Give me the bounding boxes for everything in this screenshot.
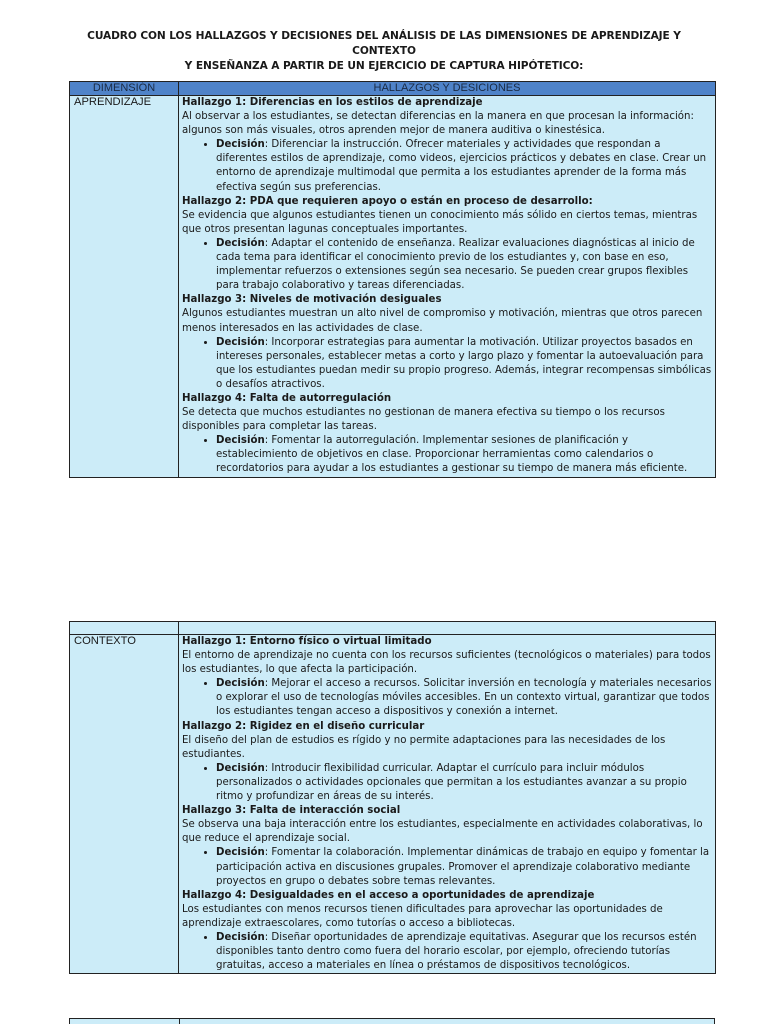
findings-table-context xyxy=(69,621,716,974)
decision-text: : Mejorar el acceso a recursos. Solicitar inversión en tecnología y materiales necesarios o explorar el uso de tecnologías móviles accesibles. En un contexto virtual, garantizar que todos los estudiantes tengan acceso a dispositivos y conexión a internet. xyxy=(216,678,712,718)
table-header-row xyxy=(70,82,716,96)
header-findings-decisions: HALLAZGOS Y DESICIONES xyxy=(179,82,716,96)
decision-label: Decisión xyxy=(216,336,265,348)
header-dimension: DIMENSIÓN xyxy=(70,82,179,96)
decision-text: : Introducir flexibilidad curricular. Adaptar el currículo para incluir módulos personalizados o actividades opcionales que permitan a los estudiantes avanzar a su propio ritmo y profundizar en áreas de su interés. xyxy=(216,762,687,803)
finding-text: Los estudiantes con menos recursos tienen dificultades para aprovechar las oportunidades de aprendizaje extraescolares, como tutorías o acceso a bibliotecas. xyxy=(182,903,663,929)
findings-cell xyxy=(179,635,716,974)
finding-title: Hallazgo 3: Niveles de motivación desiguales xyxy=(182,294,442,306)
finding-title: Hallazgo 4: Falta de autorregulación xyxy=(182,392,392,404)
decision-list xyxy=(182,138,712,194)
decision-item xyxy=(216,846,712,888)
empty-cell xyxy=(70,622,179,635)
empty-cell xyxy=(179,622,716,635)
decision-list xyxy=(182,336,712,392)
decision-label: Decisión xyxy=(216,139,265,151)
decision-list xyxy=(182,237,712,293)
decision-label: Decisión xyxy=(216,847,265,859)
decision-item xyxy=(216,237,712,293)
column-divider xyxy=(179,1019,180,1024)
decision-item xyxy=(216,336,712,392)
finding-title: Hallazgo 1: Diferencias en los estilos de aprendizaje xyxy=(182,97,483,108)
decision-item xyxy=(216,931,712,973)
decision-text: : Fomentar la colaboración. Implementar dinámicas de trabajo en equipo y fomentar la participación activa en discusiones grupales. Promover el aprendizaje colaborativo mediante proyectos en grupo o debates sobre temas relevantes. xyxy=(216,847,710,887)
document-title-line-1: CUADRO CON LOS HALLAZGOS Y DECISIONES DEL ANÁLISIS DE LAS DIMENSIONES DE APRENDIZAJE Y CONTEXTO xyxy=(87,30,681,57)
finding-title: Hallazgo 3: Falta de interacción social xyxy=(182,805,401,817)
document-title-line-2: Y ENSEÑANZA A PARTIR DE UN EJERCICIO DE CAPTURA HIPÓTETICO: xyxy=(184,60,584,72)
finding-text: Se evidencia que algunos estudiantes tienen un conocimiento más sólido en ciertos temas, mientras que otros presentan lagunas conceptuales importantes. xyxy=(182,209,698,235)
findings-cell xyxy=(179,96,716,478)
decision-label: Decisión xyxy=(216,435,265,447)
empty-header-row xyxy=(70,622,716,635)
decision-text: : Diseñar oportunidades de aprendizaje equitativas. Asegurar que los recursos estén disponibles tanto dentro como fuera del horario escolar, por ejemplo, ofreciendo tutorías gratuitas, acceso a materiales en línea o préstamos de dispositivos tecnológicos. xyxy=(216,931,697,972)
finding-title: Hallazgo 4: Desigualdades en el acceso a oportunidades de aprendizaje xyxy=(182,889,595,901)
finding-title: Hallazgo 2: PDA que requieren apoyo o están en proceso de desarrollo: xyxy=(182,195,593,207)
findings-table-learning xyxy=(69,81,716,478)
decision-list xyxy=(182,931,712,973)
decision-text: : Adaptar el contenido de enseñanza. Realizar evaluaciones diagnósticas al inicio de cada tema para identificar el conocimiento previo de los estudiantes y, con base en eso, implementar refuerzos o extensiones según sea necesario. Se pueden crear grupos flexibles para trabajo colaborativo y tareas diferenciadas. xyxy=(216,237,695,292)
decision-label: Decisión xyxy=(216,237,265,249)
decision-label: Decisión xyxy=(216,762,265,774)
dimension-label: APRENDIZAJE xyxy=(70,96,179,478)
decision-text: : Diferenciar la instrucción. Ofrecer materiales y actividades que respondan a diferentes estilos de aprendizaje, como videos, ejercicios prácticos y debates en clase. Crear un entorno de aprendizaje multimodal que permita a los estudiantes aprender de la forma más efectiva según sus preferencias. xyxy=(216,139,707,193)
finding-text: Se observa una baja interacción entre los estudiantes, especialmente en actividades colaborativas, lo que reduce el aprendizaje social. xyxy=(182,819,703,845)
decision-list xyxy=(182,677,712,719)
decision-text: : Fomentar la autorregulación. Implementar sesiones de planificación y establecimiento de objetivos en clase. Proporcionar herramientas como calendarios o recordatorios para ayudar a los estudiantes a gestionar su tiempo de manera más eficiente. xyxy=(216,435,688,475)
decision-item xyxy=(216,762,712,804)
dimension-label: CONTEXTO xyxy=(70,635,179,974)
finding-title: Hallazgo 2: Rigidez en el diseño curricular xyxy=(182,720,425,732)
finding-title: Hallazgo 1: Entorno físico o virtual limitado xyxy=(182,636,432,647)
decision-label: Decisión xyxy=(216,678,265,690)
document-title xyxy=(60,29,708,74)
decision-item xyxy=(216,677,712,719)
finding-text: Algunos estudiantes muestran un alto nivel de compromiso y motivación, mientras que otros parecen menos interesados en las actividades de clase. xyxy=(182,308,703,334)
decision-item xyxy=(216,138,712,194)
decision-list xyxy=(182,434,712,476)
table-row xyxy=(70,635,716,974)
decision-item xyxy=(216,434,712,476)
finding-text: El diseño del plan de estudios es rígido y no permite adaptaciones para las necesidades de los estudiantes. xyxy=(182,734,666,760)
finding-text: El entorno de aprendizaje no cuenta con los recursos suficientes (tecnológicos o materiales) para todos los estudiantes, lo que afecta la participación. xyxy=(182,650,711,676)
finding-text: Al observar a los estudiantes, se detectan diferencias en la manera en que procesan la información: algunos son más visuales, otros aprenden mejor de manera auditiva o kinestésica. xyxy=(182,111,694,137)
decision-list xyxy=(182,762,712,804)
finding-text: Se detecta que muchos estudiantes no gestionan de manera efectiva su tiempo o los recursos disponibles para completar las tareas. xyxy=(182,407,665,433)
decision-label: Decisión xyxy=(216,931,265,943)
decision-text: : Incorporar estrategias para aumentar la motivación. Utilizar proyectos basados en intereses personales, establecer metas a corto y largo plazo y fomentar la autoevaluación para que los estudiantes puedan medir su propio progreso. Además, integrar recompensas simbólicas o desafíos atractivos. xyxy=(216,336,712,390)
decision-list xyxy=(182,846,712,888)
table-row xyxy=(70,96,716,478)
next-table-edge xyxy=(69,1018,715,1024)
